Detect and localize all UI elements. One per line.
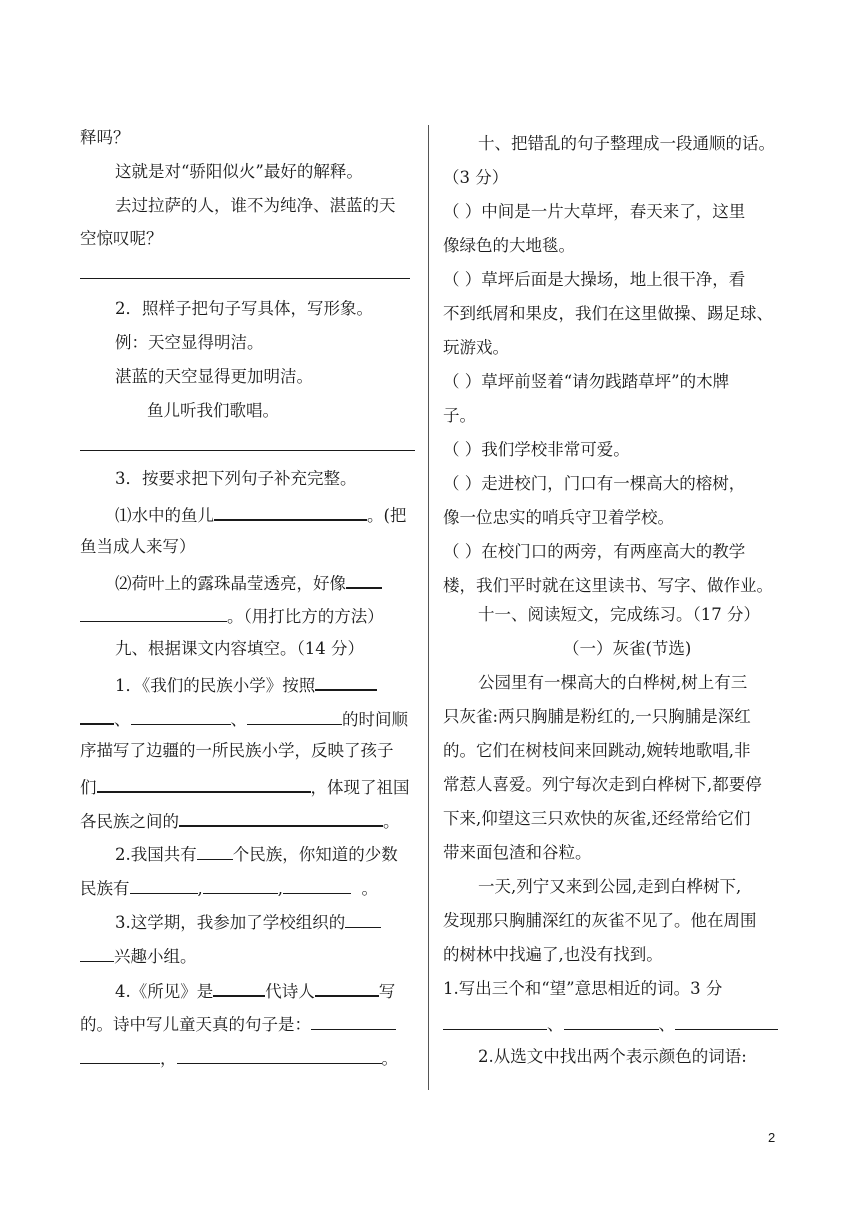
blank[interactable]: [203, 876, 278, 894]
blank[interactable]: [315, 978, 379, 997]
section-title: 九、根据课文内容填空。（14 分）: [115, 639, 364, 658]
text-line: （3 分）: [443, 168, 509, 187]
page-number: 2: [768, 1130, 776, 1145]
blank[interactable]: [130, 876, 198, 894]
order-blank[interactable]: （ ）: [443, 440, 482, 459]
text-line: 楼，我们平时就在这里读书、写字、做作业。: [443, 576, 773, 595]
text-line: 释吗？: [80, 128, 130, 147]
blank[interactable]: [214, 502, 367, 521]
blank[interactable]: [283, 876, 351, 894]
fill-line: [115, 978, 395, 1003]
text: 、: [547, 1015, 564, 1034]
blank[interactable]: [80, 706, 114, 725]
order-blank[interactable]: （ ）: [443, 474, 482, 493]
blank[interactable]: [179, 808, 383, 827]
ordering-item: [443, 371, 729, 393]
blank[interactable]: [346, 570, 382, 589]
text-line: 湛蓝的天空显得更加明洁。: [115, 367, 313, 386]
text: 4.《所见》是: [115, 982, 214, 1001]
blank[interactable]: [177, 1046, 382, 1064]
fill-line: [80, 944, 197, 968]
blank[interactable]: [80, 1046, 160, 1064]
fill-line: [115, 502, 406, 527]
fill-line: [80, 1012, 396, 1036]
blank[interactable]: [675, 1012, 778, 1030]
text: 个民族，你知道的少数: [232, 845, 398, 864]
text-line: 去过拉萨的人，谁不为纯净、湛蓝的天: [115, 196, 396, 215]
text: 在校门口的两旁，有两座高大的教学: [481, 542, 746, 561]
text: 。(把: [367, 506, 407, 525]
text: ,: [197, 879, 203, 898]
text: 的时间顺: [342, 710, 408, 729]
question: 1.写出三个和“望”意思相近的词。3 分: [443, 979, 723, 998]
question-title: 2．照样子把句子写具体，写形象。: [115, 299, 373, 318]
fill-line: [115, 672, 377, 697]
text-line: 这就是对“骄阳似火”最好的解释。: [115, 162, 363, 181]
order-blank[interactable]: （ ）: [443, 270, 482, 289]
text: 兴趣小组。: [114, 947, 197, 966]
text-line: 不到纸屑和果皮，我们在这里做操、踢足球、: [443, 304, 773, 323]
fill-line: [115, 910, 381, 934]
text-line: 空惊叹呢？: [80, 229, 163, 248]
ordering-item: [443, 269, 745, 291]
fill-line: [443, 1012, 778, 1036]
question-title: 3．按要求把下列句子补充完整。: [115, 469, 357, 488]
fill-line: [80, 1046, 398, 1070]
text: ，: [160, 1049, 177, 1068]
blank[interactable]: [247, 707, 342, 725]
text: 、: [114, 710, 131, 729]
fill-line: [115, 842, 398, 866]
text: 的。诗中写儿童天真的句子是：: [80, 1015, 311, 1034]
text: 我们学校非常可爱。: [481, 440, 630, 459]
passage-line: 带来面包渣和谷粒。: [443, 843, 592, 862]
fill-line: [80, 876, 378, 900]
blank[interactable]: [345, 910, 381, 928]
fill-line: [80, 706, 408, 731]
answer-line[interactable]: [80, 278, 410, 279]
text-line: 像绿色的大地毯。: [443, 236, 575, 255]
text: 代诗人: [265, 982, 315, 1001]
blank[interactable]: [80, 944, 114, 962]
text-line: 子。: [443, 406, 476, 425]
passage-line: 常惹人喜爱。列宁每次走到白桦树下,都要停: [443, 775, 762, 794]
text: 。: [361, 879, 378, 898]
text: 1．《我们的民族小学》按照: [115, 676, 316, 695]
blank[interactable]: [443, 1012, 547, 1030]
column-divider: [428, 125, 429, 1090]
section-title: 十、把错乱的句子整理成一段通顺的话。: [478, 134, 775, 153]
text: 们: [80, 778, 97, 797]
passage-line: 的。它们在树枝间来回跳动,婉转地歌唱,非: [443, 741, 751, 760]
section-title: 十一、阅读短文，完成练习。（17 分）: [478, 605, 760, 624]
passage-line: 发现那只胸脯深红的灰雀不见了。他在周围: [443, 911, 757, 930]
order-blank[interactable]: （ ）: [443, 542, 482, 561]
text: 。（用打比方的方法）: [227, 607, 384, 626]
text: ，体现了祖国: [310, 778, 410, 797]
text: 各民族之间的: [80, 812, 179, 831]
order-blank[interactable]: （ ）: [443, 372, 482, 391]
ordering-item: [443, 541, 745, 563]
text: 。: [383, 812, 400, 831]
text: ⑴水中的鱼儿: [115, 506, 214, 525]
text: ,: [277, 879, 283, 898]
text: 、: [658, 1015, 675, 1034]
text-line: 鱼当成人来写）: [80, 537, 196, 556]
blank[interactable]: [197, 842, 233, 860]
text-line: 例：天空显得明洁。: [115, 333, 264, 352]
text: 3.这学期，我参加了学校组织的: [115, 913, 346, 932]
passage-line: 的树林中找遍了,也没有找到。: [443, 945, 663, 964]
blank[interactable]: [564, 1012, 659, 1030]
passage-line: 只灰雀:两只胸脯是粉红的,一只胸脯是深红: [443, 707, 751, 726]
question: 2.从选文中找出两个表示颜色的词语:: [478, 1047, 747, 1066]
order-blank[interactable]: （ ）: [443, 202, 482, 221]
text-line: 玩游戏。: [443, 338, 509, 357]
text: ⑵荷叶上的露珠晶莹透亮，好像: [115, 574, 346, 593]
text: 2.我国共有: [115, 845, 197, 864]
passage-line: 公园里有一棵高大的白桦树,树上有三: [478, 673, 748, 692]
answer-line[interactable]: [80, 450, 415, 451]
ordering-item: [443, 473, 745, 495]
text: 中间是一片大草坪，春天来了，这里: [481, 202, 746, 221]
blank[interactable]: [315, 672, 377, 691]
blank[interactable]: [311, 1012, 396, 1030]
passage-title: （一）灰雀(节选): [563, 639, 692, 658]
text: 写: [378, 982, 396, 1001]
text: 民族有: [80, 879, 130, 898]
blank[interactable]: [97, 774, 311, 793]
text: 草坪前竖着“请勿践踏草坪”的木牌: [481, 372, 730, 391]
text-line: 鱼儿听我们歌唱。: [147, 401, 279, 420]
blank[interactable]: [80, 604, 227, 622]
fill-line: [80, 774, 410, 799]
text-line: 像一位忠实的哨兵守卫着学校。: [443, 508, 674, 527]
ordering-item: [443, 439, 630, 461]
passage-line: 一天,列宁又来到公园,走到白桦树下,: [478, 877, 742, 896]
text: 走进校门，门口有一棵高大的榕树，: [481, 474, 746, 493]
fill-line: [115, 570, 382, 595]
text-line: 序描写了边疆的一所民族小学，反映了孩子: [80, 741, 394, 760]
passage-line: 下来,仰望这三只欢快的灰雀,还经常给它们: [443, 809, 751, 828]
blank[interactable]: [213, 978, 265, 997]
text: 、: [230, 710, 247, 729]
text: 。: [381, 1049, 398, 1068]
fill-line: [80, 604, 384, 628]
ordering-item: [443, 201, 745, 223]
blank[interactable]: [131, 707, 231, 725]
fill-line: [80, 808, 400, 833]
text: 草坪后面是大操场，地上很干净，看: [481, 270, 746, 289]
